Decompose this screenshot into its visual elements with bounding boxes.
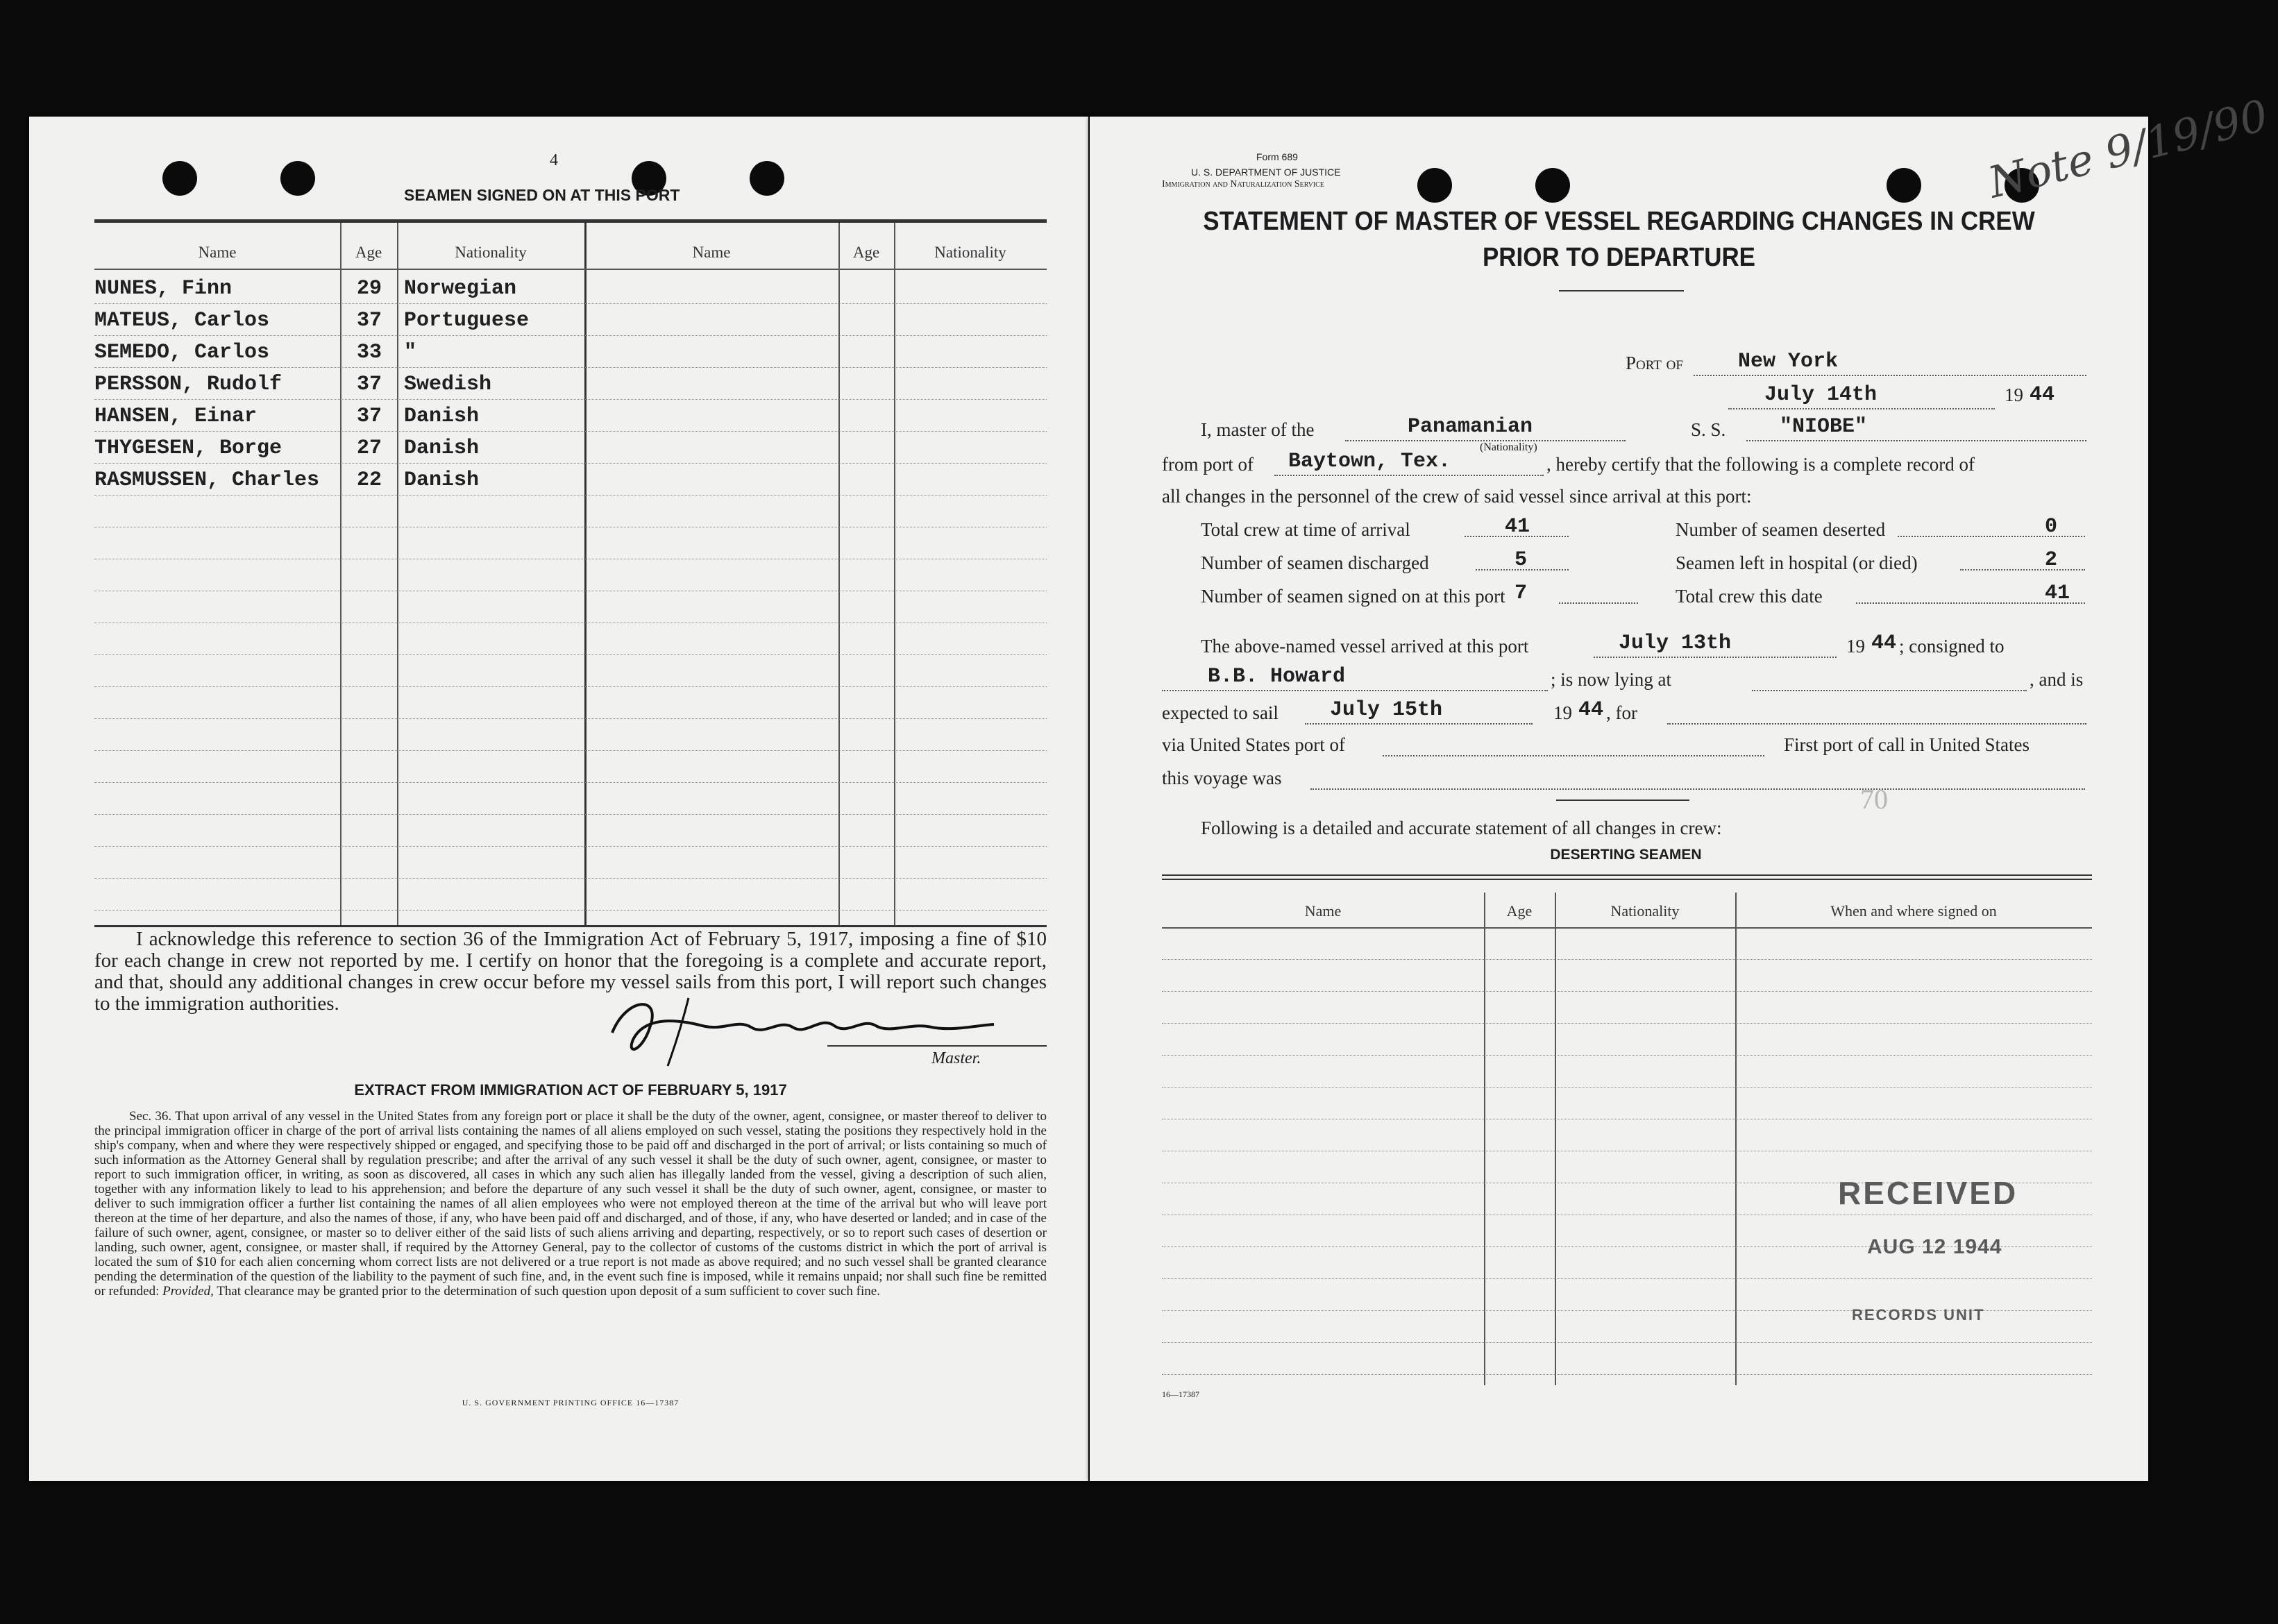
section-label: Sec. 36.	[129, 1109, 172, 1124]
date-year: 44	[2030, 383, 2055, 407]
for-label: , for	[1606, 702, 1637, 723]
left-page	[29, 117, 1088, 1481]
column-header: Age	[1506, 902, 1533, 920]
service: Immigration and Naturalization Service	[1162, 179, 1324, 189]
row-rule	[94, 814, 1047, 815]
arrived-label: The above-named vessel arrived at this port	[1201, 636, 1529, 657]
port-label: Port of	[1626, 353, 1683, 373]
ss-label: S. S.	[1691, 419, 1726, 440]
punch-hole	[1887, 168, 1921, 203]
column-header: Name	[1304, 902, 1342, 920]
signed-on-value: 7	[1515, 582, 1528, 605]
total-date-value: 41	[2045, 582, 2070, 605]
column-header: Nationality	[455, 244, 527, 261]
ship-name: "NIOBE"	[1780, 415, 1868, 439]
cell-name: NUNES, Finn	[94, 277, 233, 301]
form-subtitle: PRIOR TO DEPARTURE	[1482, 243, 1756, 272]
provided-label: Provided,	[162, 1284, 214, 1299]
deserted-value: 0	[2045, 515, 2058, 539]
faint-mark: 70	[1860, 784, 1888, 815]
cell-nationality: Norwegian	[404, 277, 517, 301]
row-rule	[94, 750, 1047, 751]
cell-nationality: Portuguese	[404, 309, 530, 332]
row-rule	[94, 303, 1047, 304]
hospital-value: 2	[2045, 548, 2058, 572]
extract-text: That upon arrival of any vessel in the United States from any foreign port or place it shall be the duty of the owner, agent, consignee, or master thereof to deliver to the principal immigration officer in charge of the port of arrival lists containing the names of all aliens employed on such vessel, stating the positions they respectively hold in the ship's company, when and where they were respectively shipped or engaged, and specifying those to be paid off and discharged in the port of arrival; or lists containing so much of such information as the Attorney General shall by regulation prescribe; and after the arrival of any such vessel it shall be the duty of such owner, agent, consignee, or master to report to such immigration officer, in writing, as soon as discovered, all cases in which any such alien has illegally landed from the vessel, giving a description of such alien, together with any information likely to lead to his apprehension; and before the departure of any such vessel it shall be the duty of such owner, agent, consignee, or master to deliver to such immigration officer a further list containing the names of all alien employees who were not employed thereon at the time of the arrival but who will leave port thereon at the time of her departure, and also the names of those, if any, who have been paid off and discharged, and of those, if any, who have deserted or landed; and in case of the failure of such owner, agent, consignee, or master so to deliver either of the said lists of such aliens arriving and departing, respectively, or so to report such cases of desertion or landing, such owner, agent, consignee, or master shall, if required by the Attorney General, pay to the collector of customs of the customs district in which the port of arrival is located the sum of $10 for each alien concerning whom correct lists are not delivered or a true report is not made as above required; and no such vessel shall be granted clearance pending the determination of the question of the liability to the payment of such fine, and, in the event such fine is imposed, while it remains unpaid; nor shall such fine be remitted or refunded:	[94, 1109, 1047, 1299]
punch-hole	[280, 161, 315, 196]
master-label: Master.	[931, 1049, 981, 1067]
seamen-signed-on-table	[94, 219, 1047, 927]
nationality-caption: (Nationality)	[1480, 441, 1537, 453]
following-text: Following is a detailed and accurate statement of all changes in crew:	[1201, 818, 1722, 838]
lying-label: ; is now lying at	[1551, 669, 1671, 690]
row-rule	[94, 431, 1047, 432]
signed-on-label: Number of seamen signed on at this port	[1201, 586, 1505, 607]
cell-name: HANSEN, Einar	[94, 405, 258, 428]
row-rule	[1162, 1342, 2092, 1343]
column-header: Age	[852, 244, 880, 261]
cell-age: 27	[357, 437, 382, 460]
row-rule	[94, 846, 1047, 847]
cell-nationality: "	[404, 341, 417, 364]
expected-year-prefix: 19	[1553, 702, 1572, 723]
cell-nationality: Danish	[404, 437, 480, 460]
row-rule	[94, 495, 1047, 496]
extract-title: EXTRACT FROM IMMIGRATION ACT OF FEBRUARY 5, 1917	[354, 1081, 787, 1099]
cell-nationality: Danish	[404, 468, 480, 492]
cell-nationality: Swedish	[404, 373, 492, 396]
department: U. S. DEPARTMENT OF JUSTICE	[1191, 167, 1341, 178]
row-rule	[94, 910, 1047, 911]
cell-name: SEMEDO, Carlos	[94, 341, 270, 364]
punch-hole	[750, 161, 784, 196]
row-rule	[1162, 991, 2092, 992]
changes-text: all changes in the personnel of the crew of said vessel since arrival at this port:	[1162, 486, 1752, 507]
row-rule	[94, 399, 1047, 400]
via-label: via United States port of	[1162, 734, 1345, 755]
row-rule	[1162, 1278, 2092, 1279]
acknowledgement-text: I acknowledge this reference to section 36 of the Immigration Act of February 5, 1917, imposing a fine of $10 for each change in crew not reported by me. I certify on honor that the foregoing is a complete and accurate report, and that, should any additional changes in crew occur before my vessel sails from this port, I will report such changes to the immigration authorities.	[94, 928, 1047, 1015]
cell-age: 22	[357, 468, 382, 492]
port-value: New York	[1738, 350, 1839, 373]
cell-age: 37	[357, 405, 382, 428]
discharged-value: 5	[1515, 548, 1528, 572]
cell-nationality: Danish	[404, 405, 480, 428]
from-port-label: from port of	[1162, 454, 1254, 475]
row-rule	[1162, 959, 2092, 960]
arrived-value: July 13th	[1619, 632, 1732, 655]
expected-label: expected to sail	[1162, 702, 1279, 723]
extract-tail: That clearance may be granted prior to the determination of such question upon deposit of a sum sufficient to cover such fine.	[217, 1284, 880, 1299]
received-stamp: RECEIVED	[1838, 1175, 2018, 1211]
cell-name: PERSSON, Rudolf	[94, 373, 282, 396]
cell-age: 37	[357, 373, 382, 396]
from-port-value: Baytown, Tex.	[1288, 450, 1451, 473]
column-header: Nationality	[934, 244, 1006, 261]
cell-name: RASMUSSEN, Charles	[94, 468, 320, 492]
total-date-label: Total crew this date	[1676, 586, 1823, 607]
punch-hole	[162, 161, 197, 196]
consignee: B.B. Howard	[1208, 665, 1346, 688]
punch-hole	[1417, 168, 1452, 203]
column-header: Nationality	[1610, 902, 1680, 920]
total-arrival-value: 41	[1505, 515, 1530, 539]
signature-line	[827, 1045, 1047, 1047]
consigned-label: ; consigned to	[1899, 636, 2005, 657]
cell-name: MATEUS, Carlos	[94, 309, 270, 332]
handwritten-note: Note 9/19/90	[1983, 90, 2273, 208]
row-rule	[94, 654, 1047, 655]
cell-age: 37	[357, 309, 382, 332]
and-is-label: , and is	[2030, 669, 2084, 690]
row-rule	[94, 367, 1047, 368]
section-title: SEAMEN SIGNED ON AT THIS PORT	[404, 186, 680, 204]
footer-code: 16—17387	[1162, 1389, 1199, 1399]
vessel-nationality: Panamanian	[1408, 415, 1533, 439]
form-title: STATEMENT OF MASTER OF VESSEL REGARDING CHANGES IN CREW	[1203, 207, 2035, 236]
section-rule	[1556, 800, 1689, 801]
column-header: Name	[692, 244, 731, 261]
column-header: Age	[355, 244, 382, 261]
deserted-label: Number of seamen deserted	[1676, 519, 1886, 540]
master-of-label: I, master of the	[1201, 419, 1315, 440]
row-rule	[94, 718, 1047, 719]
row-rule	[94, 463, 1047, 464]
voyage-label: this voyage was	[1162, 768, 1282, 788]
expected-value: July 15th	[1330, 698, 1443, 722]
discharged-label: Number of seamen discharged	[1201, 552, 1429, 573]
page-number: 4	[550, 151, 558, 169]
expected-year: 44	[1578, 698, 1604, 722]
row-rule	[1162, 1023, 2092, 1024]
date-year-prefix: 19	[2005, 384, 2023, 405]
cell-age: 33	[357, 341, 382, 364]
deserting-title: DESERTING SEAMEN	[1550, 847, 1702, 863]
row-rule	[1162, 1087, 2092, 1088]
total-arrival-label: Total crew at time of arrival	[1201, 519, 1410, 540]
title-rule	[1559, 290, 1684, 291]
row-rule	[94, 878, 1047, 879]
first-port-label: First port of call in United States	[1784, 734, 2030, 755]
column-header: When and where signed on	[1830, 902, 1997, 920]
row-rule	[94, 686, 1047, 687]
certify-text: , hereby certify that the following is a complete record of	[1546, 454, 1975, 475]
right-page	[1090, 90, 2273, 1481]
arrived-year-prefix: 19	[1846, 636, 1865, 657]
hospital-label: Seamen left in hospital (or died)	[1676, 552, 1918, 573]
row-rule	[1162, 1374, 2092, 1375]
row-rule	[94, 335, 1047, 336]
arrived-year: 44	[1871, 632, 1897, 655]
cell-name: THYGESEN, Borge	[94, 437, 282, 460]
records-unit: RECORDS UNIT	[1852, 1306, 1985, 1323]
cell-age: 29	[357, 277, 382, 301]
date-value: July 14th	[1764, 383, 1878, 407]
extract-body	[94, 1109, 1047, 1299]
row-rule	[1162, 1055, 2092, 1056]
row-rule	[94, 782, 1047, 783]
column-header: Name	[198, 244, 237, 261]
form-number: Form 689	[1256, 151, 1298, 162]
printing-office: U. S. GOVERNMENT PRINTING OFFICE 16—17387	[462, 1398, 680, 1407]
punch-hole	[1535, 168, 1570, 203]
received-date: AUG 12 1944	[1867, 1235, 2002, 1258]
